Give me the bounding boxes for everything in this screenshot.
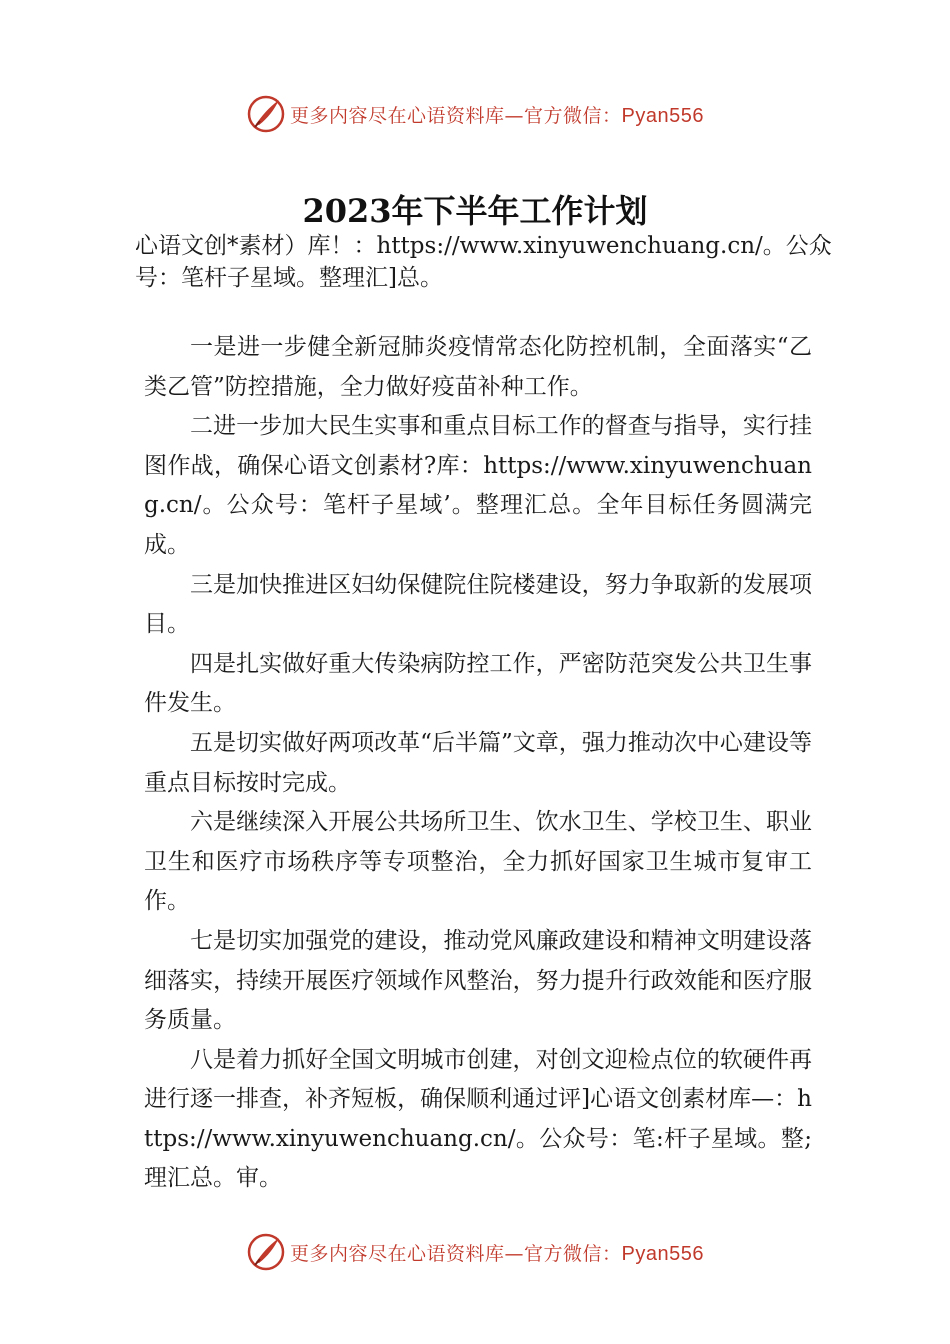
banner-text: 更多内容尽在心语资料库—官方微信：Pyan556 [290,104,704,127]
document-body [144,328,812,1199]
source-note: 心语文创*素材）库！：https://www.xinyuwenchuang.cn/。公众号：笔杆子星域。整理汇]总。 [135,233,832,291]
wechat-account: Pyan556 [621,104,704,127]
quill-logo-icon [246,1232,286,1272]
page-title: 2023年下半年工作计划 [302,192,648,230]
paragraph-2: 二进一步加大民生实事和重点目标工作的督查与指导，实行挂图作战，确保心语文创素材?库：https://www.xinyuwenchuang.cn/。公众号：笔杆子星域’。整理汇总。全年目标任务圆满完成。 [144,413,812,558]
wechat-account: Pyan556 [621,1242,704,1265]
paragraph-7: 七是切实加强党的建设，推动党风廉政建设和精神文明建设落细落实，持续开展医疗领域作风整治，努力提升行政效能和医疗服务质量。 [144,927,812,1034]
paragraph-3: 三是加快推进区妇幼保健院住院楼建设，努力争取新的发展项目。 [144,571,812,638]
paragraph-4: 四是扎实做好重大传染病防控工作，严密防范突发公共卫生事件发生。 [144,650,812,717]
footer-banner [0,1230,950,1274]
header-banner [0,92,950,136]
quill-logo-icon [246,94,286,134]
paragraph-5: 五是切实做好两项改革“后半篇”文章，强力推动次中心建设等重点目标按时完成。 [144,729,812,796]
paragraph-6: 六是继续深入开展公共场所卫生、饮水卫生、学校卫生、职业卫生和医疗市场秩序等专项整治，全力抓好国家卫生城市复审工作。 [144,809,812,915]
paragraph-8: 八是着力抓好全国文明城市创建，对创文迎检点位的软硬件再进行逐一排查，补齐短板，确保顺利通过评]心语文创素材库—：https://www.xinyuwenchuang.cn/。公众号：笔:杆子星域。整;理汇总。审。 [144,1046,812,1192]
banner-text: 更多内容尽在心语资料库—官方微信：Pyan556 [290,1242,704,1265]
paragraph-1: 一是进一步健全新冠肺炎疫情常态化防控机制，全面落实“乙类乙管”防控措施，全力做好疫苗补种工作。 [144,334,812,400]
